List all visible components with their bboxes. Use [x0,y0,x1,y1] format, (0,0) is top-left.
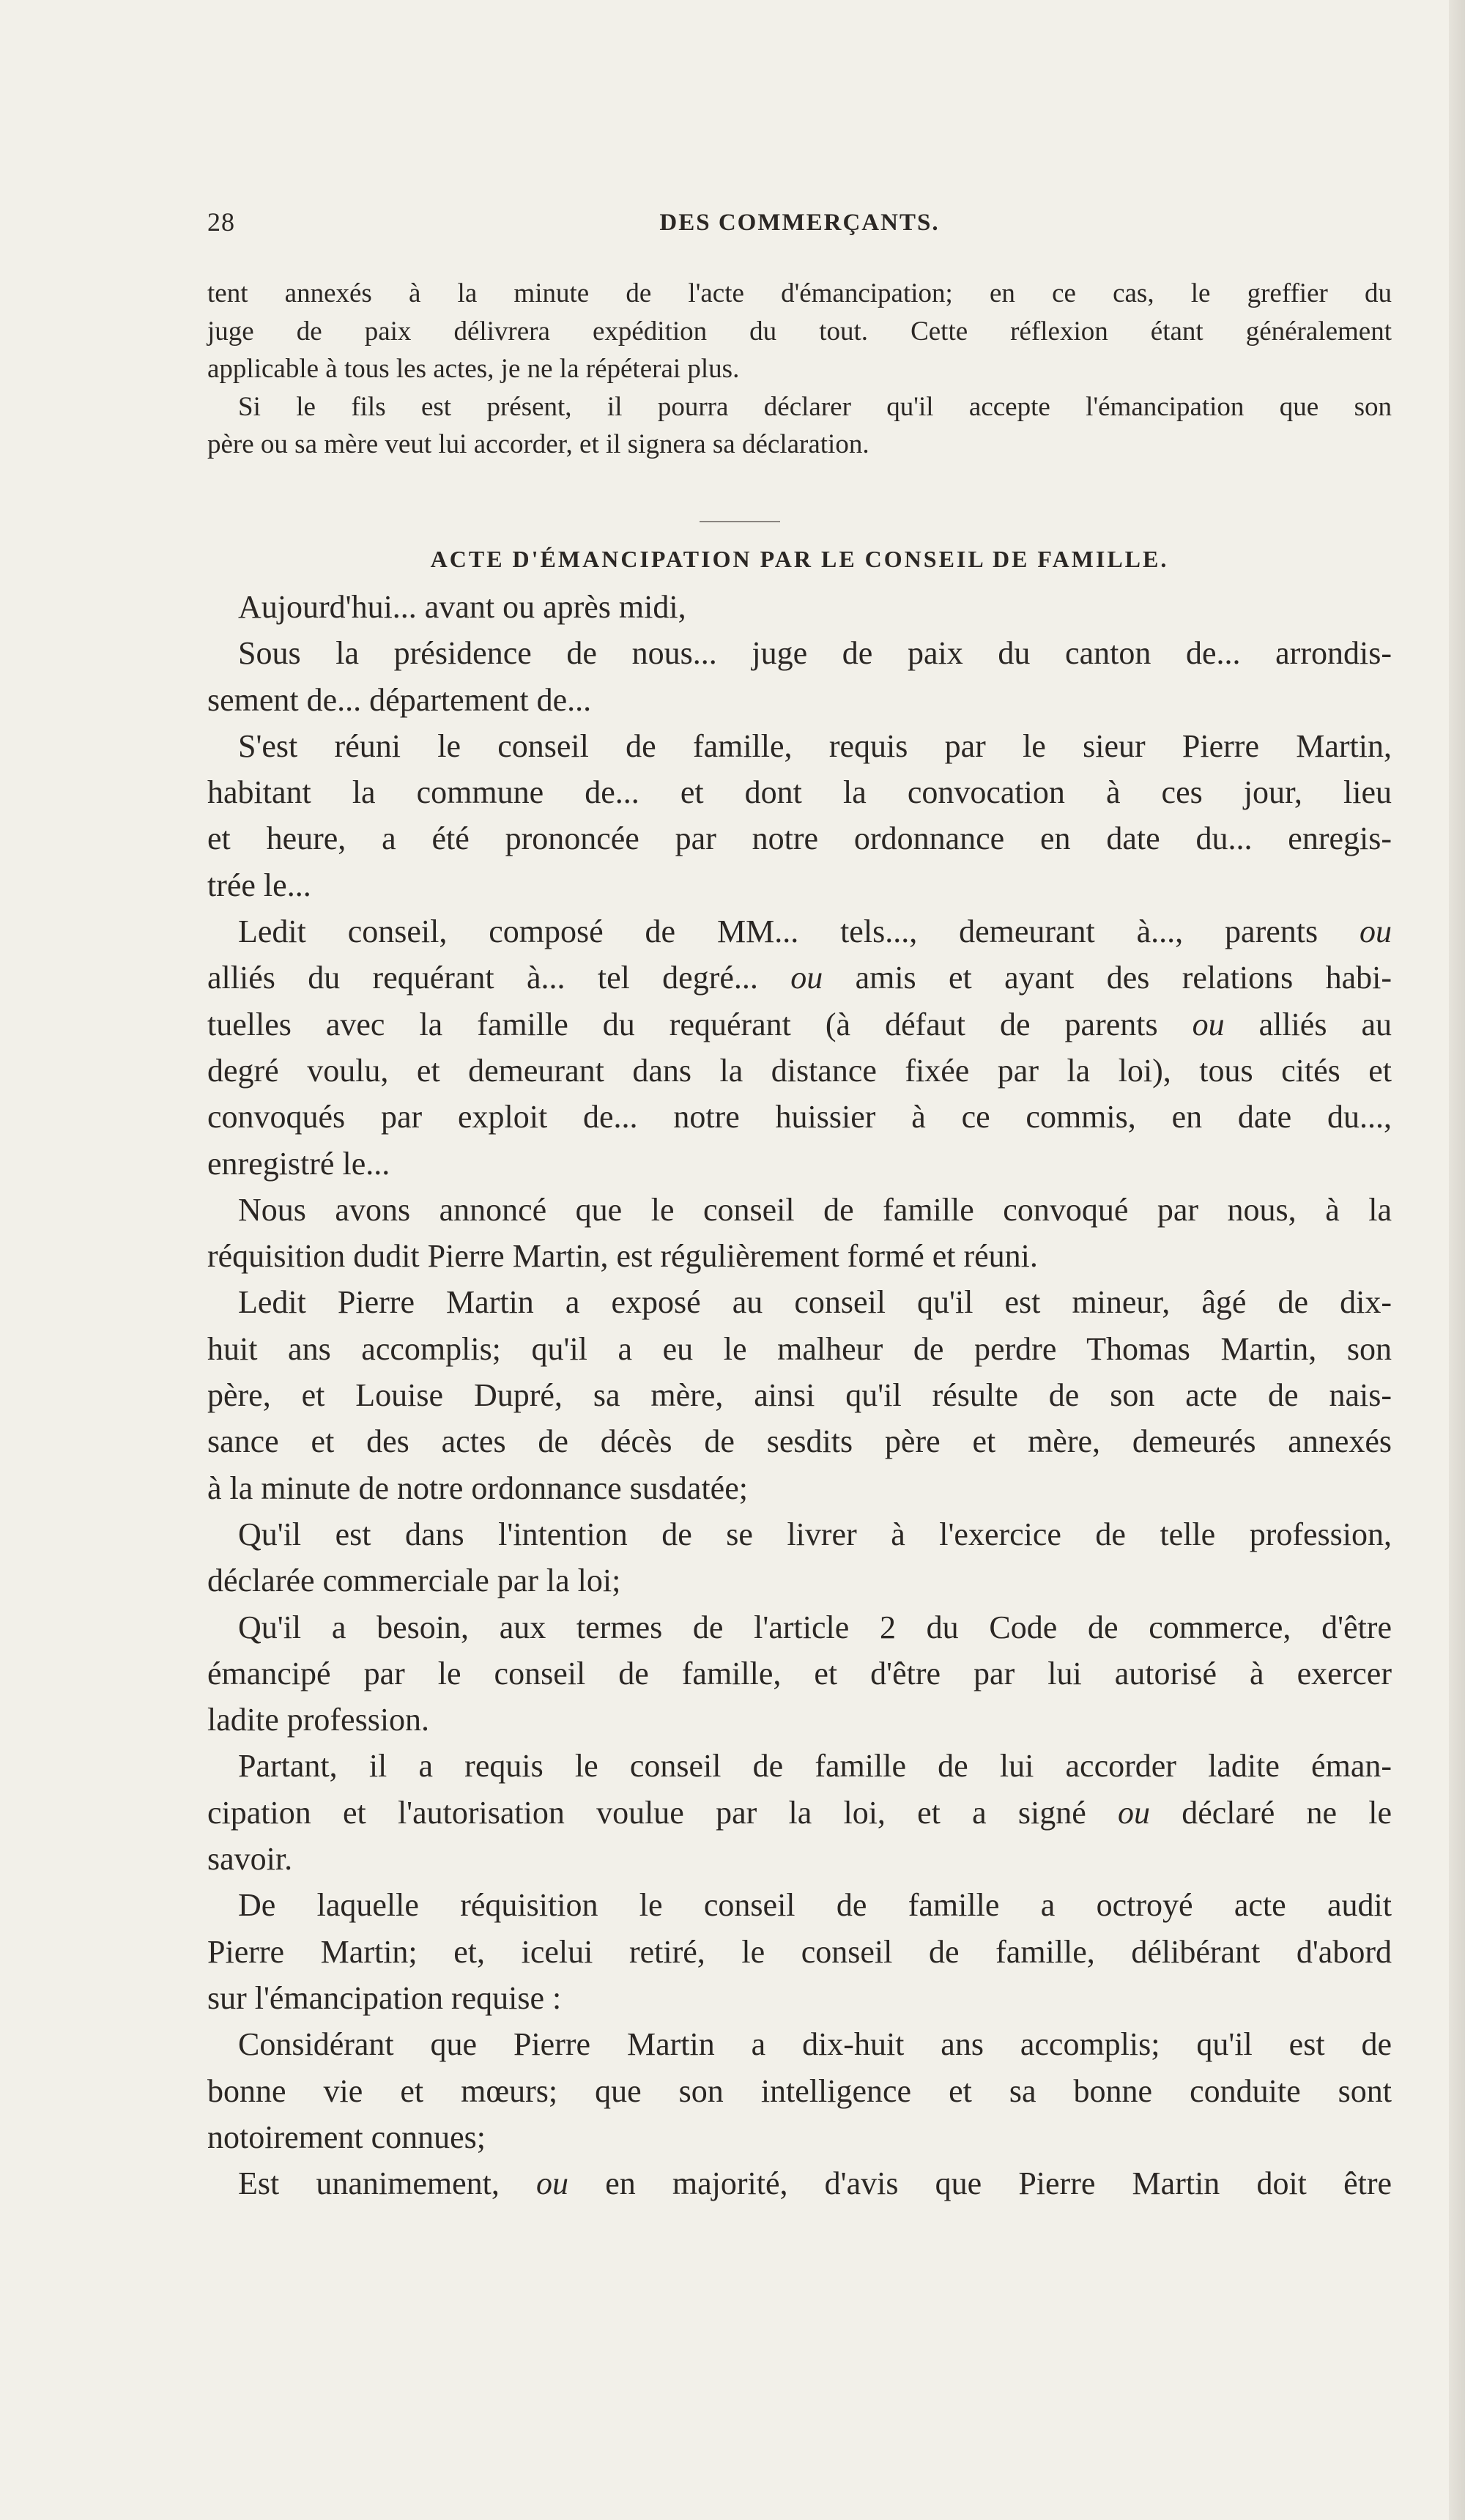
text-line [207,1418,1392,1464]
paragraph [207,1279,1392,1511]
text-segment: applicable à tous les actes, je ne la répéterai plus. [207,354,740,384]
text-segment: S'est réuni le conseil de famille, requis par le sieur Pierre Martin, [238,727,1392,764]
text-segment: De laquelle réquisition le conseil de famille a octroyé acte audit [238,1887,1392,1924]
text-line [207,1511,1392,1557]
text-segment: émancipé par le conseil de famille, et d'être par lui autorisé à exercer [207,1655,1392,1691]
text-line [207,584,1392,630]
paragraph [207,275,1392,388]
text-segment: trée le... [207,867,311,903]
text-line [207,1001,1392,1048]
text-segment: et heure, a été prononcée par notre ordonnance en date du... enregis- [207,820,1392,857]
italic-text: ou [1360,914,1392,950]
paragraph [207,2160,1392,2206]
text-line [207,2068,1392,2114]
paragraph [207,908,1392,1187]
text-segment: Considérant que Pierre Martin a dix-huit ans accomplis; qu'il est de [238,2026,1392,2063]
text-segment: degré voulu, et demeurant dans la distance fixée par la loi), tous cités et [207,1052,1392,1089]
text-line [207,350,1392,388]
italic-text: ou [536,2165,569,2202]
paragraph [207,1187,1392,1280]
text-line [207,313,1392,351]
text-segment: Est unanimement, [238,2165,537,2202]
text-line [207,815,1392,861]
text-line [207,1141,1392,1187]
text-segment: huit ans accomplis; qu'il a eu le malheur de perdre Thomas Martin, son [207,1330,1392,1367]
text-line [207,1279,1392,1325]
text-segment: père ou sa mère veut lui accorder, et il signera sa déclaration. [207,429,869,459]
text-line [207,2114,1392,2160]
text-line [207,1326,1392,1372]
italic-text: ou [790,960,823,996]
text-segment: amis et ayant des relations habi- [823,960,1392,996]
text-segment: Qu'il a besoin, aux termes de l'article 2 du Code de commerce, d'être [238,1609,1392,1645]
text-line [207,1650,1392,1697]
text-line [207,1790,1392,1836]
running-header [207,207,1392,243]
text-segment: cipation et l'autorisation voulue par la loi, et a signé [207,1794,1119,1831]
text-line [207,723,1392,769]
page-number: 28 [207,207,235,237]
paragraph [207,630,1392,723]
text-segment: sement de... département de... [207,681,592,718]
deed-text [207,584,1392,2206]
text-segment: sance et des actes de décès de sesdits père et mère, demeurés annexés [207,1423,1392,1460]
text-line [207,630,1392,676]
text-line [207,862,1392,908]
text-line [207,2160,1392,2206]
text-segment: bonne vie et mœurs; que son intelligence et sa bonne conduite sont [207,2072,1392,2109]
text-line [207,2021,1392,2067]
text-segment: convoqués par exploit de... notre huissier à ce commis, en date du..., [207,1099,1392,1135]
text-line [207,1604,1392,1650]
text-line [207,677,1392,723]
text-segment: savoir. [207,1841,293,1878]
text-line [207,1836,1392,1882]
text-segment: notoirement connues; [207,2119,486,2155]
text-segment: Aujourd'hui... avant ou après midi, [238,589,686,625]
text-segment: Pierre Martin; et, icelui retiré, le conseil de famille, délibérant d'abord [207,1933,1392,1970]
paragraph [207,1604,1392,1743]
text-line [207,1233,1392,1279]
text-segment: Nous avons annoncé que le conseil de famille convoqué par nous, à la [238,1191,1392,1228]
text-segment: Qu'il est dans l'intention de se livrer à l'exercice de telle profession, [238,1516,1392,1552]
text-segment: Ledit conseil, composé de MM... tels..., demeurant à..., parents [238,914,1360,950]
paragraph [207,388,1392,464]
text-segment: en majorité, d'avis que Pierre Martin doit être [568,2165,1392,2202]
text-line [207,1882,1392,1928]
text-segment: Si le fils est présent, il pourra déclarer qu'il accepte l'émancipation que son [238,391,1392,422]
text-segment: réquisition dudit Pierre Martin, est régulièrement formé et réuni. [207,1238,1038,1275]
text-line [207,1372,1392,1418]
intro-text [207,275,1392,464]
text-segment: habitant la commune de... et dont la convocation à ces jour, lieu [207,774,1392,811]
text-segment: déclarée commerciale par la loi; [207,1563,621,1599]
italic-text: ou [1118,1794,1151,1831]
page-edge-shadow [1449,0,1465,2520]
paragraph [207,1511,1392,1604]
text-segment: enregistré le... [207,1145,390,1182]
paragraph [207,584,1392,630]
text-line [207,1697,1392,1743]
text-line [207,388,1392,426]
text-segment: Sous la présidence de nous... juge de paix du canton de... arrondis- [238,635,1392,672]
text-segment: Partant, il a requis le conseil de famille de lui accorder ladite éman- [238,1748,1392,1785]
text-line [207,1929,1392,1975]
text-line [207,1187,1392,1233]
text-segment: Ledit Pierre Martin a exposé au conseil qu'il est mineur, âgé de dix- [238,1284,1392,1321]
section-separator-rule [700,521,780,522]
text-segment: déclaré ne le [1150,1794,1392,1831]
text-segment: tuelles avec la famille du requérant (à défaut de parents [207,1006,1193,1042]
text-line [207,1557,1392,1604]
text-line [207,275,1392,313]
text-segment: ladite profession. [207,1702,430,1738]
running-title: DES COMMERÇANTS. [659,210,940,236]
paragraph [207,723,1392,908]
text-line [207,1975,1392,2021]
text-line [207,1465,1392,1511]
section-heading: ACTE D'ÉMANCIPATION PAR LE CONSEIL DE FAMILLE. [430,546,1169,572]
text-segment: alliés au [1224,1006,1392,1042]
text-line [207,908,1392,955]
text-segment: père, et Louise Dupré, sa mère, ainsi qu'il résulte de son acte de nais- [207,1377,1392,1414]
paragraph [207,1743,1392,1882]
italic-text: ou [1192,1006,1225,1042]
text-line [207,1743,1392,1789]
text-segment: à la minute de notre ordonnance susdatée; [207,1470,748,1506]
text-line [207,769,1392,815]
text-line [207,1094,1392,1140]
text-segment: juge de paix délivrera expédition du tout. Cette réflexion étant généralement [207,316,1392,346]
text-segment: alliés du requérant à... tel degré... [207,960,791,996]
text-segment: sur l'émancipation requise : [207,1979,562,2016]
text-segment: tent annexés à la minute de l'acte d'émancipation; en ce cas, le greffier du [207,278,1392,308]
text-line [207,955,1392,1001]
text-line [207,1048,1392,1094]
paragraph [207,2021,1392,2160]
paragraph [207,1882,1392,2021]
text-line [207,426,1392,464]
